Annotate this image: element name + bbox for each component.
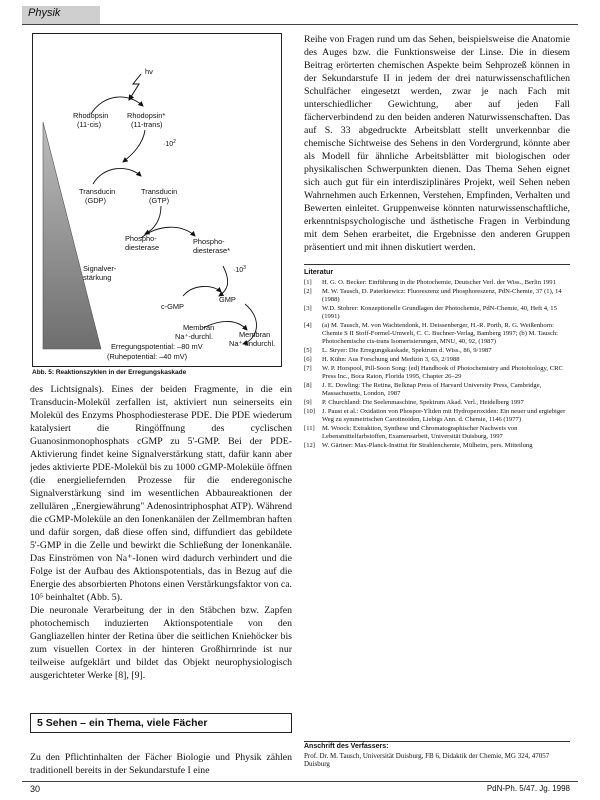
literature-item-number: [11] xyxy=(304,424,315,432)
literature-item-number: [7] xyxy=(304,364,312,372)
literature-item xyxy=(304,279,570,287)
cycle-arrow-transducin-down xyxy=(145,206,161,234)
paragraph: Zu den Pflichtinhalten der Fächer Biologie und Physik zählen traditionell bereits in der Sekundarstufe I eine xyxy=(30,752,292,776)
literature-item-number: [9] xyxy=(304,398,312,406)
literature-item xyxy=(304,365,570,381)
cgmp-label: c-GMP xyxy=(161,302,184,311)
page-header xyxy=(22,6,578,26)
literature-item-text: J. Paust et al.: Oxidation von Phospor-Yliden mit Hydroperoxiden: Ein neuer und ergiebiger Weg zu symmetrischen Carotinoiden, Liebigs Ann. d. Chemie, 1146 (1977) xyxy=(322,407,566,423)
left-column-continuation xyxy=(30,751,292,779)
signal-amplification-wedge xyxy=(43,122,101,349)
figure-caption: Abb. 5: Reaktionszyklen in der Erregungskaskade xyxy=(32,369,187,376)
address-title: Anschrift des Verfassers: xyxy=(304,743,389,750)
signal-amplification-sub: stärkung xyxy=(83,273,112,282)
literature-list xyxy=(304,266,570,676)
literature-item xyxy=(304,399,570,407)
figure-reaction-cycles xyxy=(32,33,282,367)
literature-item-text: L. Stryer: Die Erregungskaskade, Spektrum d. Wiss., 86, 9/1987 xyxy=(322,347,492,355)
signal-amplification-label: Signalver- xyxy=(83,264,117,273)
pde-star-sub: diesterase* xyxy=(193,246,230,255)
header-rule xyxy=(22,24,578,25)
literature-item-number: [2] xyxy=(304,288,312,295)
transducin-gtp-label: Transducin xyxy=(141,187,178,196)
pde-sub: diesterase xyxy=(125,243,160,252)
transducin-gdp-sub: (GDP) xyxy=(85,196,106,205)
literature-item-text: P. Churchland: Die Seelenmaschine, Spektrum Akad. Verl., Heidelberg 1997 xyxy=(322,398,524,406)
left-column-text xyxy=(30,383,292,703)
address-rule xyxy=(304,741,570,742)
pde-star-label: Phospho- xyxy=(193,237,225,246)
hv-label: hν xyxy=(145,67,153,76)
literature-item xyxy=(304,408,570,424)
literature-item-text: W.D. Stohrer: Konzeptionelle Grundlagen der Photochemie, PdN-Chemie, 40, Heft 4, 15 (1991) xyxy=(322,305,557,321)
transducin-gtp-sub: (GTP) xyxy=(149,196,170,205)
literature-title: Literatur xyxy=(304,267,334,276)
footer-rule xyxy=(22,781,578,782)
transducin-gdp-label: Transducin xyxy=(79,187,116,196)
figure-diagram xyxy=(33,34,283,368)
literature-item-number: [5] xyxy=(304,347,312,355)
literature-item xyxy=(304,288,570,304)
literature-item-text: H. G. O. Becker: Einführung in die Photochemie, Deutscher Verl. der Wiss., Berlin 1991 xyxy=(322,279,556,287)
literature-item xyxy=(304,347,570,355)
rhodopsin-cis-label: (11-cis) xyxy=(77,120,102,129)
literature-item-number: [8] xyxy=(304,381,312,389)
journal-reference: PdN-Ph. 5/47. Jg. 1998 xyxy=(486,784,570,793)
membran-undurchl-label: Membran xyxy=(239,330,271,339)
rest-potential-label: (Ruhepotential: –40 mV) xyxy=(107,352,188,361)
literature-item-text: J. E. Dowling: The Retina, Belknap Press of Harvard University Press, Cambridge, Massachusetts, London, 1987 xyxy=(322,381,542,397)
pde-label: Phospho- xyxy=(125,234,157,243)
literature-item-text: M. W. Tausch, D. Paterkiewicz: Fluoreszenz und Phosphoreszenz, PdN-Chemie, 37 (1), 14 (1988) xyxy=(322,288,562,304)
literature-item xyxy=(304,382,570,398)
cycle-arrow-transducin xyxy=(93,168,141,184)
rhodopsin-trans-label: (11-trans) xyxy=(131,120,163,129)
gmp-label: GMP xyxy=(219,295,236,304)
literature-rule xyxy=(304,264,570,265)
address-text: Prof. Dr. M. Tausch, Universität Duisburg, FB 6, Didaktik der Chemie, MG 324, 47057 Duisburg xyxy=(304,751,550,769)
paragraph: Reihe von Fragen rund um das Sehen, beispielsweise die Anatomie des Auges bzw. die Funktionsweise der Linse. Die in diesem Beitrag erörterten chemischen Aspekte beim Sehprozeß können in der Sekundarstufe II in jedem der drei naturwissenschaftlichen Schulfächer eingesetzt werden, zwar je nach Fach mit unterschiedlicher Gewichtung, aber auf jeden Fall fächerverbindend zu den beiden anderen Naturwissenschaften. Das auf S. 33 abgedruckte Arbeitsblatt stellt unverkennbar die chemische Sichtweise des Sehens in den Vordergrund, könnte aber als Modell für ähnliche Arbeitsblätter mit biologischen oder physikalischen Schwerpunkten dienen. Das Thema Sehen eignet sich auch gut für ein interdisziplinäres Projekt, weil Sehen neben Wahrnehmen auch Erkennen, Verstehen, Empfinden, Verhalten und Bewerten einleitet. Gruppenweise könnten naturwissenschaftliche, erkenntnispsychologische und ästhetische Fragen in Verbindung mit dem Sehen erarbeitet, die Ergebnisse den anderen Gruppen präsentiert und mit ihnen diskutiert werden. xyxy=(304,34,570,253)
literature-item xyxy=(304,442,570,450)
literature-item-number: [4] xyxy=(304,322,312,329)
literature-item-number: [10] xyxy=(304,407,315,415)
literature-item-text: H. Kühn: Aus Forschung und Medizin 3, 63, 2/1988 xyxy=(322,356,460,363)
literature-item xyxy=(304,356,570,364)
literature-item-text: (a) M. Tausch, M. von Wachtendonk, H. Deissenberger, H.-R. Porth, R. G. Weißenhorn: Chemie S II Stoff-Formel-Umwelt, C. C. Buchner-Verlag, Bamberg 1997; (b) M. Tausch: Photochemische cis-trans Isomerisierungen, MNU, 40, 92, (1987) xyxy=(322,322,559,346)
literature-item xyxy=(304,425,570,441)
paragraph: des Lichtsignals). Eines der beiden Fragmente, in die ein Transducin-Molekül zerfallen ist, aktiviert nun seinerseits ein Molekül des Enzyms Phosphodiesterase PDE. Die PDE wiederum katalysiert die Ringöffnung des cyclischen Guanosinmonophosphats cGMP zu 5'-GMP. Bei der PDE-Aktivierung findet keine Signalverstärkung statt, dafür kann aber jedes aktivierte PDE-Molekül bis zu 1000 cGMP-Moleküle öffnen (die energieliefernden Prozesse für die enderegonische Signalverstärkung sind im wesentlichen Abbaureaktionen der zellulären „Energiewährung" Adenosintriphosphat ATP). Während die cGMP-Moleküle an den Ionenkanälen der Zellmembran haften und dafür sorgen, daß diese offen sind, diffundiert das gebildete 5'-GMP in die Zelle und bewirkt die Schließung der Ionenkanäle. Das Einströmen von Na⁺-Ionen wird dadurch verhindert und die Folge ist der Aufbau des Aktionspotentials, das in Bezug auf die Energie des absorbierten Photons einen Verstärkungsfaktor von ca. 10⁵ beinhaltet (Abb. 5). xyxy=(30,384,292,603)
factor-1-label: $\cdot 10^2$ xyxy=(163,139,176,148)
membran-durchl-sub: Na⁺-durchl. xyxy=(175,332,213,341)
paragraph: Die neuronale Verarbeitung der in den Stäbchen bzw. Zapfen photochemisch induzierten Aktionspotentiale von den Gangliazellen hinter der Retina über die seitlichen Kniehöcker bis zum visuellen Cortex in der hinteren Großhirnrinde ist nur teilweise aufgeklärt und bildet das Objekt neurophysiologisch ausgerichteter Werke [8], [9]. xyxy=(30,605,292,681)
page-number: 30 xyxy=(30,784,41,794)
section-label: Physik xyxy=(22,6,100,24)
literature-item xyxy=(304,322,570,347)
author-address xyxy=(304,743,570,769)
right-column-text xyxy=(304,33,570,259)
literature-item-number: [12] xyxy=(304,441,315,449)
section-heading: 5 Sehen – ein Thema, viele Fächer xyxy=(30,713,292,733)
literature-item-text: M. Woock: Extraktion, Synthese und Chromatographischer Nachweis von Lebensmittelfarbstoffen, Examensarbeit, Universität Duisburg, 1997 xyxy=(322,424,518,440)
literature-item-number: [1] xyxy=(304,279,312,287)
cycle-arrow-cgmp xyxy=(183,286,221,296)
factor-2-label: $\cdot 10^3$ xyxy=(233,265,246,274)
potential-label: Erregungspotential: –80 mV xyxy=(111,342,203,351)
light-arrow xyxy=(129,74,141,100)
rhodopsin-label: Rhodopsin xyxy=(73,111,109,120)
rhodopsin-star-label: Rhodopsin* xyxy=(127,111,166,120)
membran-durchl-label: Membran xyxy=(183,323,215,332)
literature-item xyxy=(304,305,570,321)
literature-item-number: [3] xyxy=(304,305,312,312)
literature-item-text: W. P. Horspool, Pill-Soon Song: (ed) Handbook of Photochemistry and Photobiology, CRC Press Inc., Boca Raton, Florida 1995, Chapter 26–29 xyxy=(322,364,563,380)
membran-undurchl-sub: Na⁺-undurchl. xyxy=(229,339,276,348)
literature-item-text: W. Gärtner: Max-Planck-Institut für Strahlenchemie, Mülheim, pers. Mitteilung xyxy=(322,441,533,449)
literature-item-number: [6] xyxy=(304,356,312,363)
cycle-arrow-rhodopsin-down xyxy=(123,130,145,162)
